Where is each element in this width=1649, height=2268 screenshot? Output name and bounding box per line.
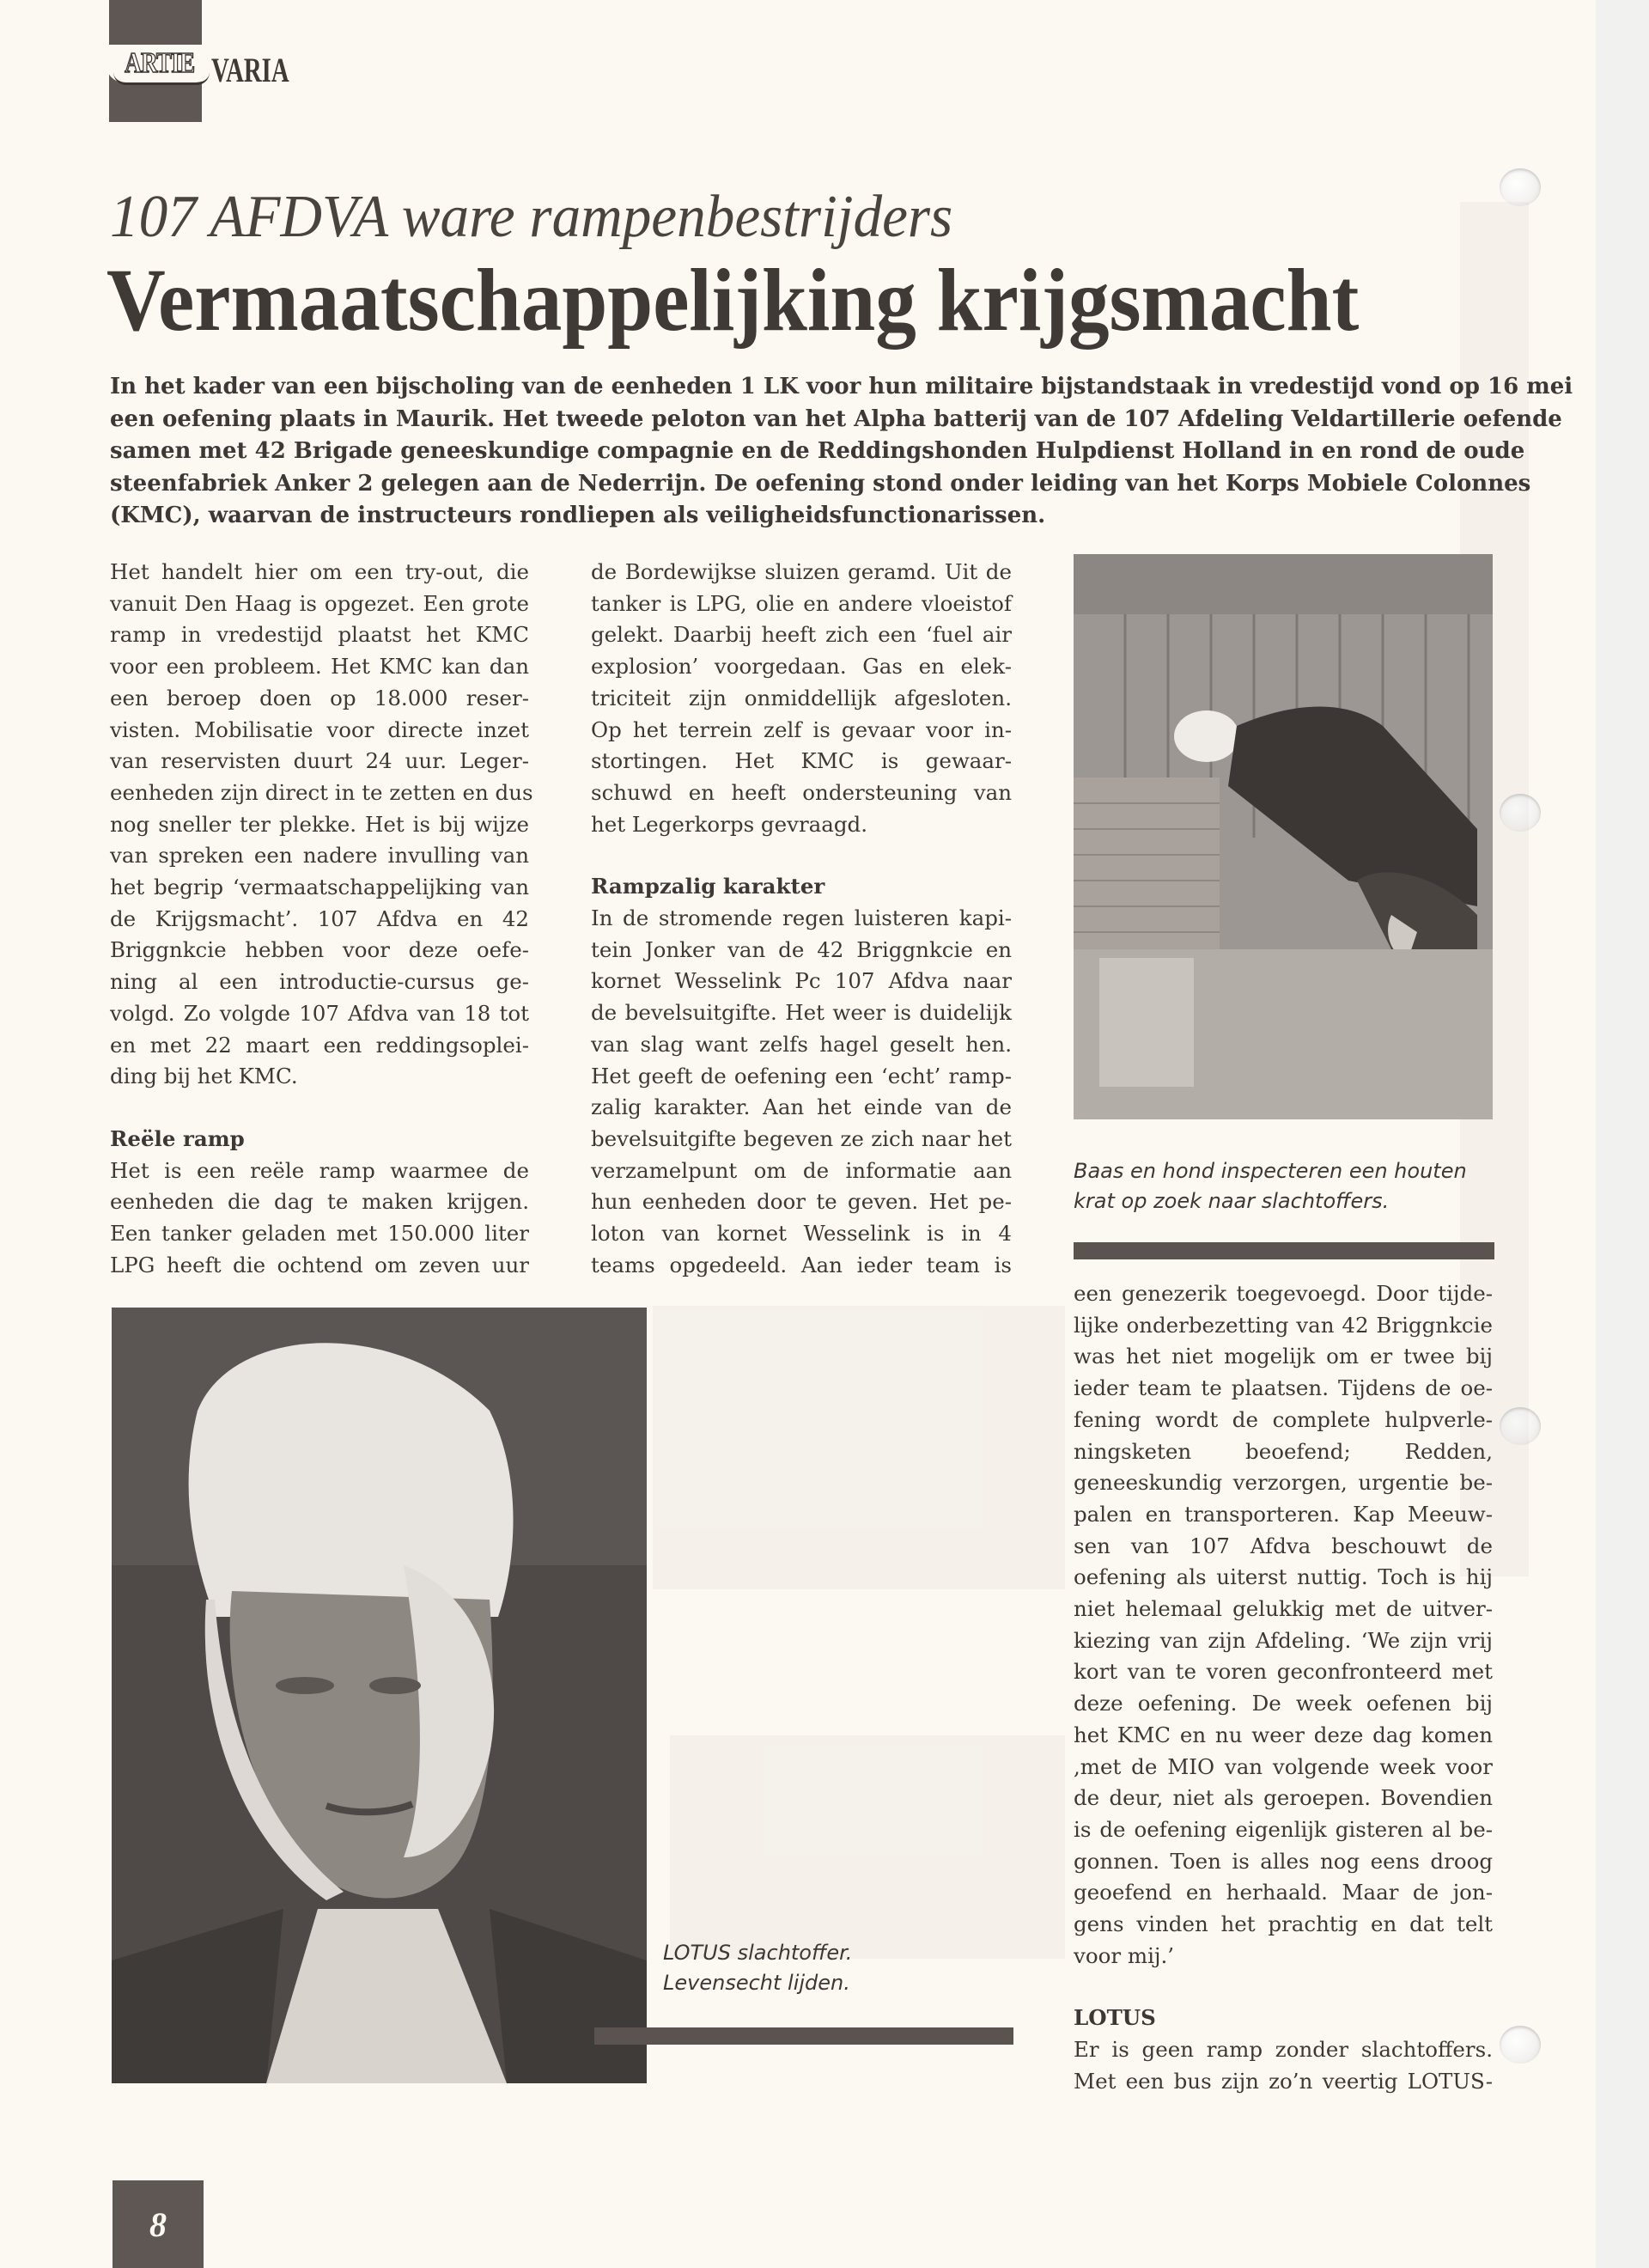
punch-hole-top: [1500, 168, 1541, 206]
body-line: LPG heeft die ochtend om zeven uur: [110, 1252, 529, 1277]
body-line: visten. Mobilisatie voor directe inzet: [110, 716, 529, 742]
article-kicker: 107 AFDVA ware rampenbestrijders: [110, 184, 953, 250]
body-line: niet helemaal gelukkig met de uitver-: [1074, 1596, 1493, 1622]
body-line: is de oefening eigenlijk gisteren al be-: [1074, 1816, 1493, 1842]
body-line: Een tanker geladen met 150.000 liter: [110, 1221, 529, 1247]
body-line: verzamelpunt om de informatie aan: [591, 1157, 1012, 1183]
body-line: de Bordewijkse sluizen geramd. Uit de: [591, 559, 1012, 584]
body-line: eenheden die dag te maken krijgen.: [110, 1189, 529, 1215]
body-line: triciteit zijn onmiddellijk afgesloten.: [591, 685, 1012, 710]
caption-line: krat op zoek naar slachtoffers.: [1074, 1189, 1390, 1213]
body-column-3: [1074, 1278, 1493, 2098]
intro-line: In het kader van een bijscholing van de eenheden 1 LK voor hun militaire bijstandstaak in vredestijd vond op 16 mei: [110, 374, 1573, 399]
subheading-lotus: LOTUS: [1074, 2005, 1156, 2031]
body-line: nog sneller ter plekke. Het is bij wijze: [110, 811, 529, 837]
show-through-block: [670, 1735, 1065, 1959]
photo-dog-caption: [1074, 1156, 1467, 1216]
body-line: het Legerkorps gevraagd.: [591, 811, 868, 837]
photo-victim-caption: [663, 1938, 852, 1998]
body-line: kort van te voren geconfronteerd met: [1074, 1659, 1493, 1685]
body-line: voor een probleem. Het KMC kan dan: [110, 654, 529, 680]
body-line: en met 22 maart een reddingsoplei-: [110, 1032, 529, 1058]
article-headline: Vermaatschappelijking krijgsmacht: [106, 251, 1360, 350]
body-line: van reservisten duurt 24 uur. Leger-: [110, 748, 529, 774]
body-line: ningsketen beoefend; Redden,: [1074, 1438, 1493, 1464]
body-line: loton van kornet Wesselink is in 4: [591, 1221, 1012, 1247]
body-line: het begrip ‘vermaatschappelijking van: [110, 875, 529, 900]
caption-line: LOTUS slachtoffer.: [663, 1941, 853, 1965]
body-line: volgd. Zo volgde 107 Afdva van 18 tot: [110, 1000, 529, 1026]
body-line: sen van 107 Afdva beschouwt de: [1074, 1533, 1493, 1558]
body-line: Het handelt hier om een try-out, die: [110, 559, 529, 584]
body-line: kornet Wesselink Pc 107 Afdva naar: [591, 968, 1012, 994]
body-line: lijke onderbezetting van 42 Briggnkcie: [1074, 1312, 1493, 1338]
logo-swoosh-icon: [113, 72, 210, 85]
body-line: ieder team te plaatsen. Tijdens de oe-: [1074, 1375, 1493, 1401]
subheading-rampzalig-karakter: Rampzalig karakter: [591, 874, 825, 899]
body-line: ,met de MIO van volgende week voor: [1074, 1753, 1493, 1779]
body-line: Briggnkcie hebben voor deze oefe-: [110, 937, 529, 963]
body-line: tanker is LPG, olie en andere vloeistof: [591, 590, 1012, 616]
dog-handler-illustration: [1074, 554, 1493, 1119]
page-number-box: [113, 2180, 204, 2268]
body-line: ramp in vredestijd plaatst het KMC: [110, 622, 529, 648]
body-line: Met een bus zijn zo’n veertig LOTUS-: [1074, 2068, 1493, 2094]
body-line: vanuit Den Haag is opgezet. Een grote: [110, 590, 529, 616]
intro-line: (KMC), waarvan de instructeurs rondliepen als veiligheidsfunctionarissen.: [110, 503, 1046, 528]
caption-rule-dog: [1074, 1242, 1494, 1259]
body-line: van spreken een nadere invulling van: [110, 843, 529, 869]
body-column-1: [110, 557, 533, 1281]
photo-dog-search: [1074, 554, 1493, 1119]
section-label: VARIA: [211, 51, 289, 89]
body-line: van slag want zelfs hagel geselt hen.: [591, 1031, 1012, 1057]
body-line: In de stromende regen luisteren kapi-: [591, 905, 1012, 931]
body-line: tein Jonker van de 42 Briggnkcie en: [591, 936, 1012, 962]
show-through-block: [653, 1306, 1065, 1589]
photo-lotus-victim: [112, 1308, 647, 2083]
body-line: gens vinden het prachtig en dat telt: [1074, 1911, 1493, 1937]
body-line: schuwd en heeft ondersteuning van: [591, 779, 1012, 805]
body-line: een genezerik toegevoegd. Door tijde-: [1074, 1281, 1493, 1306]
body-line: bevelsuitgifte begeven ze zich naar het: [591, 1125, 1012, 1151]
body-line: eenheden zijn direct in te zetten en dus: [110, 779, 533, 805]
body-line: het KMC en nu weer deze dag komen: [1074, 1722, 1493, 1747]
body-line: teams opgedeeld. Aan ieder team is: [591, 1252, 1012, 1277]
body-line: oefening als uiterst nuttig. Toch is hij: [1074, 1564, 1493, 1590]
logo-artie-text: ARTIE: [125, 47, 195, 79]
body-line: de deur, niet als geroepen. Bovendien: [1074, 1785, 1493, 1811]
body-column-2: [591, 557, 1012, 1281]
body-line: ning al een introductie-cursus ge-: [110, 969, 529, 995]
body-line: een beroep doen op 18.000 reser-: [110, 685, 529, 710]
body-line: fening wordt de complete hulpverle-: [1074, 1406, 1493, 1432]
body-line: voor mij.’: [1074, 1942, 1175, 1968]
caption-rule-victim: [594, 2027, 1013, 2045]
body-line: hun eenheden door te geven. Het pe-: [591, 1189, 1012, 1215]
subheading-reele-ramp: Reële ramp: [110, 1125, 245, 1151]
body-line: de Krijgsmacht’. 107 Afdva en 42: [110, 905, 529, 931]
body-line: was het niet mogelijk om er twee bij: [1074, 1344, 1493, 1369]
intro-line: steenfabriek Anker 2 gelegen aan de Nederrijn. De oefening stond onder leiding van het Korps Mobiele Colonnes: [110, 470, 1531, 497]
bandaged-man-illustration: [112, 1308, 647, 2083]
intro-line: samen met 42 Brigade geneeskundige compagnie en de Reddingshonden Hulpdienst Holland in en rond de oude: [110, 438, 1525, 464]
caption-line: Baas en hond inspecteren een houten: [1074, 1159, 1467, 1183]
body-line: palen en transporteren. Kap Meeuw-: [1074, 1501, 1493, 1527]
body-line: Het geeft de oefening een ‘echt’ ramp-: [591, 1063, 1012, 1088]
article-intro: [110, 371, 1573, 533]
body-line: kiezing van zijn Afdeling. ‘We zijn vrij: [1074, 1627, 1493, 1653]
body-line: gelekt. Daarbij heeft zich een ‘fuel air: [591, 622, 1012, 648]
body-line: stortingen. Het KMC is gewaar-: [591, 748, 1012, 774]
punch-hole-bottom: [1500, 2026, 1541, 2064]
body-line: zalig karakter. Aan het einde van de: [591, 1094, 1012, 1120]
page-number: 8: [149, 2204, 167, 2244]
body-line: ding bij het KMC.: [110, 1064, 298, 1089]
body-line: deze oefening. De week oefenen bij: [1074, 1691, 1493, 1716]
body-line: Op het terrein zelf is gevaar voor in-: [591, 716, 1012, 742]
body-line: geneeskundig verzorgen, urgentie be-: [1074, 1470, 1493, 1496]
caption-line: Levensecht lijden.: [663, 1971, 850, 1995]
intro-line: een oefening plaats in Maurik. Het tweede peloton van het Alpha batterij van de 107 Afdeling Veldartillerie oefende: [110, 405, 1562, 432]
body-line: explosion’ voorgedaan. Gas en elek-: [591, 654, 1012, 680]
body-line: de bevelsuitgifte. Het weer is duidelijk: [591, 1000, 1012, 1026]
body-line: Het is een reële ramp waarmee de: [110, 1157, 529, 1183]
body-line: Er is geen ramp zonder slachtoffers.: [1074, 2037, 1493, 2063]
body-line: geoefend en herhaald. Maar de jon-: [1074, 1880, 1493, 1905]
body-line: gonnen. Toen is alles nog eens droog: [1074, 1848, 1493, 1874]
